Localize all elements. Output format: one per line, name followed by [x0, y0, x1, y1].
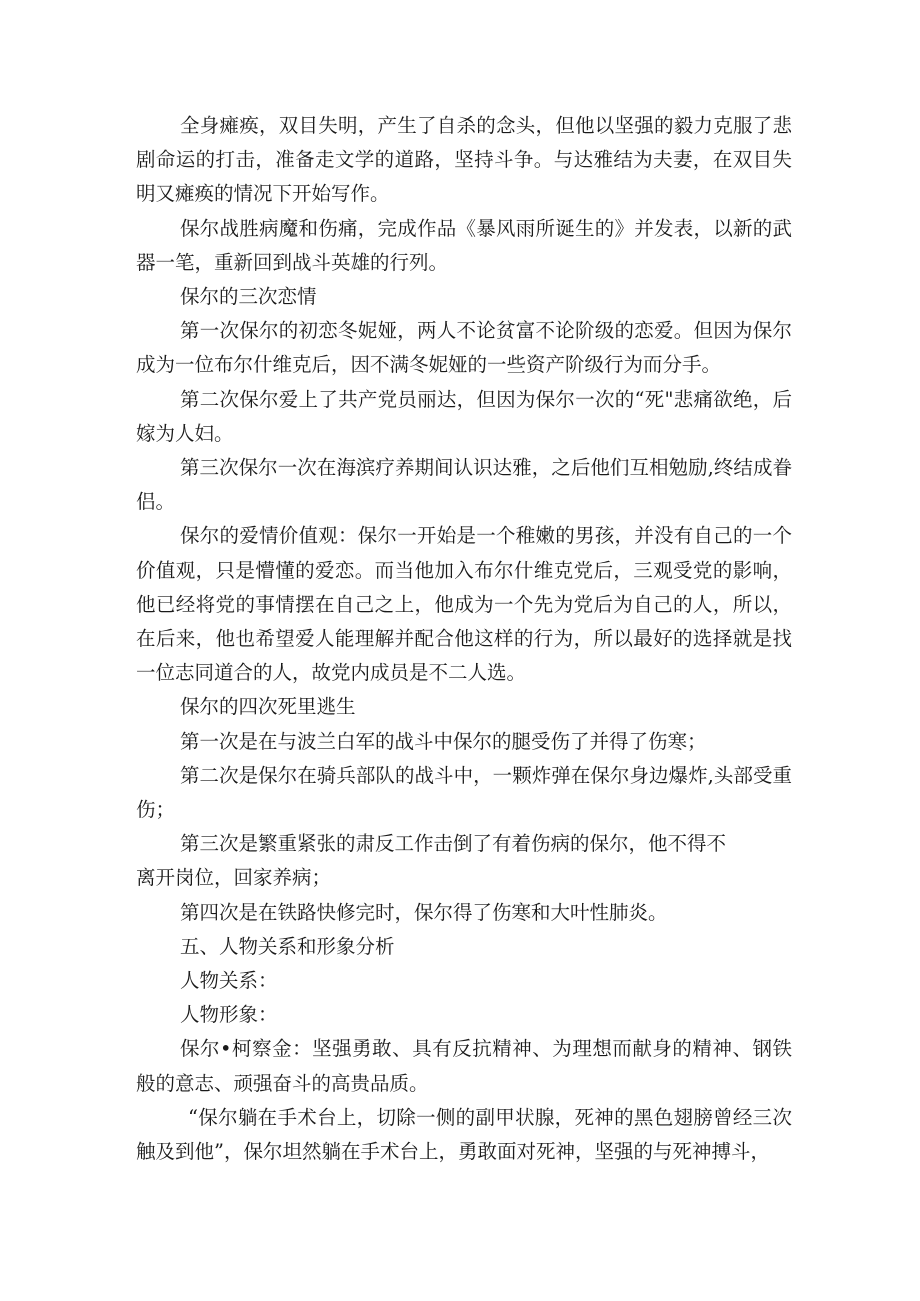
- paragraph-paralysis-writing: 全身瘫痪，双目失明，产生了自杀的念头，但他以坚强的毅力克服了悲剧命运的打击，准备走文学的道路，坚持斗争。与达雅结为夫妻，在双目失明又瘫痪的情况下开始写作。: [136, 114, 792, 206]
- paragraph-second-romance: 第二次保尔爱上了共产党员丽达，但因为保尔一次的“死"悲痛欲绝，后嫁为人妇。: [136, 387, 792, 445]
- heading-character-analysis: 五、人物关系和形象分析: [180, 934, 395, 958]
- paragraph-first-romance: 第一次保尔的初恋冬妮娅，两人不论贫富不论阶级的恋爱。但因为保尔成为一位布尔什维克后，因不满冬妮娅的一些资产阶级行为而分手。: [136, 319, 792, 377]
- heading-character-image: 人物形象：: [180, 1003, 278, 1027]
- paragraph-third-romance: 第三次保尔一次在海滨疗养期间认识达雅，之后他们互相勉励,终结成眷侣。: [136, 456, 792, 514]
- heading-four-escapes: 保尔的四次死里逃生: [180, 695, 356, 719]
- paragraph-third-escape-continued: 离开岗位，回家养病；: [136, 866, 332, 890]
- heading-three-romances: 保尔的三次恋情: [180, 285, 317, 309]
- paragraph-third-escape: 第三次是繁重紧张的肃反工作击倒了有着伤病的保尔，他不得不: [180, 832, 727, 856]
- paragraph-pavel-traits: 保尔•柯察金：坚强勇敢、具有反抗精神、为理想而献身的精神、钢铁般的意志、顽强奋斗的高贵品质。: [136, 1037, 792, 1095]
- paragraph-love-values: 保尔的爱情价值观：保尔一开始是一个稚嫩的男孩，并没有自己的一个价值观，只是懵懂的爱恋。而当他加入布尔什维克党后，三观受党的影响，他已经将党的事情摆在自己之上，他成为一个先为党后为自己的人，所以，在后来，他也希望爱人能理解并配合他这样的行为，所以最好的选择就是找一位志同道合的人，故党内成员是不二人选。: [136, 524, 792, 685]
- paragraph-surgery-quote: “保尔躺在手术台上，切除一侧的副甲状腺，死神的黑色翅膀曾经三次触及到他”，保尔坦然躺在手术台上，勇敢面对死神，坚强的与死神搏斗，: [136, 1105, 792, 1164]
- document-body: [136, 109, 792, 1169]
- paragraph-first-escape: 第一次是在与波兰白军的战斗中保尔的腿受伤了并得了伤寒；: [180, 729, 707, 753]
- paragraph-novel-published: 保尔战胜病魔和伤痛，完成作品《暴风雨所诞生的》并发表，以新的武器一笔，重新回到战斗英雄的行列。: [136, 216, 792, 274]
- heading-character-relations: 人物关系：: [180, 969, 278, 993]
- paragraph-fourth-escape: 第四次是在铁路快修完时，保尔得了伤寒和大叶性肺炎。: [180, 900, 668, 924]
- paragraph-second-escape: 第二次是保尔在骑兵部队的战斗中，一颗炸弹在保尔身边爆炸,头部受重伤；: [136, 763, 792, 822]
